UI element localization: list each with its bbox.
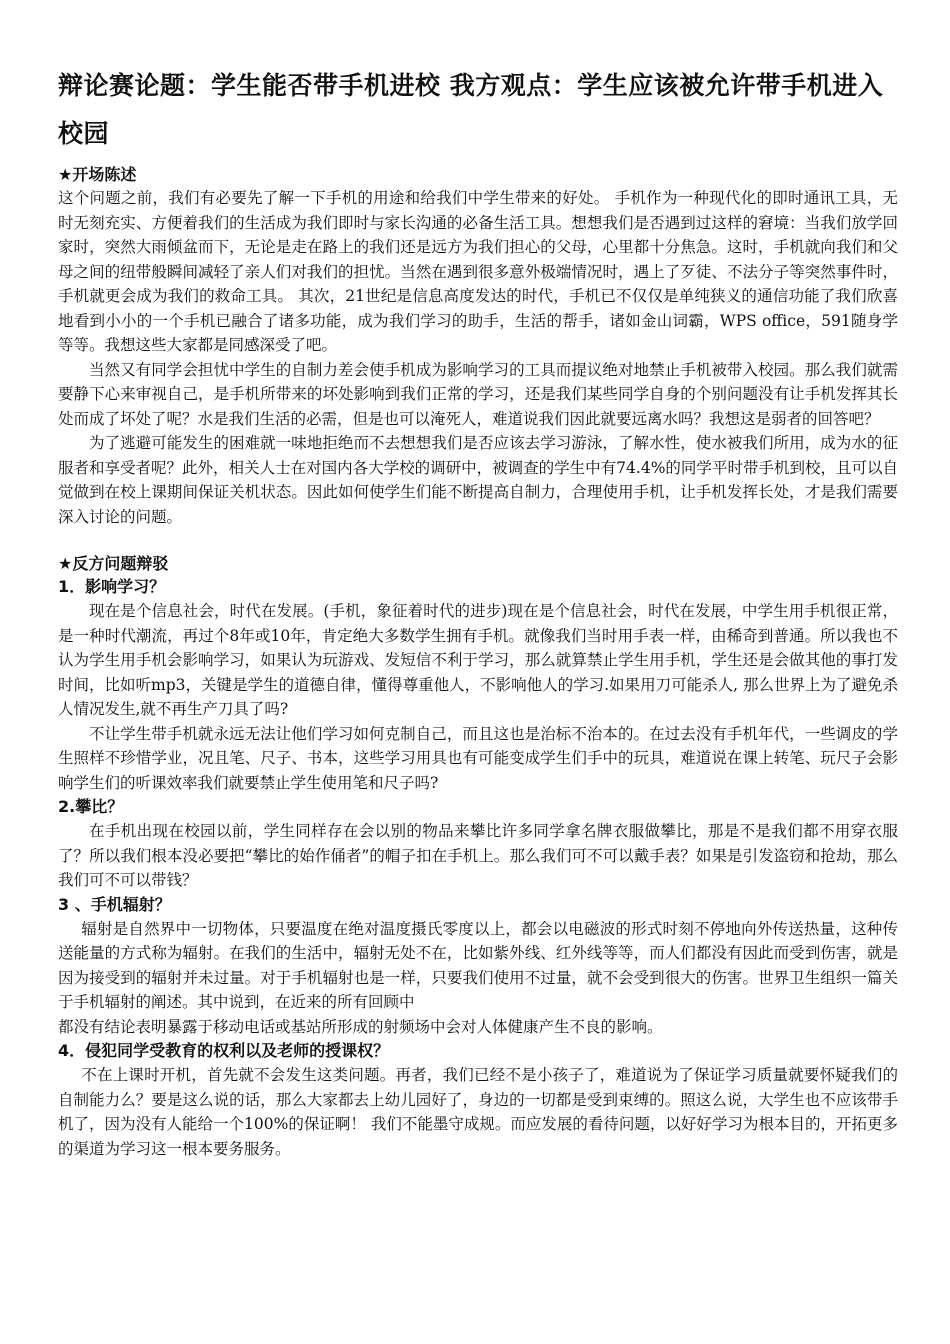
q3-paragraph-1: 辐射是自然界中一切物体，只要温度在绝对温度摄氏零度以上，都会以电磁波的形式时刻不停地向外传送热量，这种传送能量的方式称为辐射。在我们的生活中，辐射无处不在，比如紫外线、红外线等等，而人们都没有因此而受到伤害，就是因为接受到的辐射并未过量。对于手机辐射也是一样，只要我们使用不过量，就不会受到很大的伤害。世界卫生组织一篇关于手机辐射的阐述。其中说到，在近来的所有回顾中 — [58, 919, 898, 1011]
opening-paragraph-2: 当然又有同学会担忧中学生的自制力差会使手机成为影响学习的工具而提议绝对地禁止手机被带入校园。那么我们就需要静下心来审视自己，是手机所带来的坏处影响到我们正常的学习，还是我们某些同学自身的个别问题没有让手机发挥其长处而成了坏处了呢？水是我们生活的必需，但是也可以淹死人，难道说我们因此就要远离水吗？我想这是弱者的回答吧？ — [58, 360, 898, 428]
q3-heading: 3 、手机辐射？ — [58, 894, 171, 914]
q1-heading: 1．影响学习？ — [58, 577, 166, 596]
opening-heading: ★开场陈述 — [58, 165, 137, 184]
rebuttal-heading: ★反方问题辩驳 — [58, 554, 169, 573]
opening-paragraph-3: 为了逃避可能发生的困难就一味地拒绝而不去想想我们是否应该去学习游泳，了解水性，使水被我们所用，成为水的征服者和享受者呢？此外，相关人士在对国内各大学校的调研中，被调查的学生中有74.4%的同学平时带手机到校，且可以自觉做到在校上课期间保证关机状态。因此如何使学生们能不断提高自制力，合理使用手机，让手机发挥长处，才是我们需要深入讨论的问题。 — [58, 434, 898, 526]
q4-paragraph-1: 不在上课时开机，首先就不会发生这类问题。再者，我们已经不是小孩子了，难道说为了保证学习质量就要怀疑我们的自制能力么？要是这么说的话，那么大家都去上幼儿园好了，身边的一切都是受到束缚的。照这么说，大学生也不应该带手机了，因为没有人能给一个100%的保证啊！ 我们不能墨守成规。而应发展的看待问题，以好好学习为根本目的，开拓更多的渠道为学习这一根本要务服务。 — [58, 1066, 898, 1158]
document-title: 辩论赛论题：学生能否带手机进校 我方观点：学生应该被允许带手机进入校园 — [58, 71, 884, 148]
rebuttal-section — [58, 553, 898, 1161]
q2-heading: 2.攀比？ — [58, 797, 124, 816]
q1-paragraph-1: 现在是个信息社会，时代在发展。(手机，象征着时代的进步)现在是个信息社会，时代在发展，中学生用手机很正常，是一种时代潮流，再过个8年或10年，肯定绝大多数学生拥有手机。就像我们当时用手表一样，由稀奇到普通。所以我也不认为学生用手机会影响学习，如果认为玩游戏、发短信不利于学习，那么就算禁止学生用手机，学生还是会做其他的事打发时间，比如听mp3，关键是学生的道德自律，懂得尊重他人，不影响他人的学习.如果用刀可能杀人, 那么世界上为了避免杀人情况发生,就不再生产刀具了吗? — [58, 602, 898, 718]
section-spacer — [58, 529, 898, 553]
opening-paragraph-1: 这个问题之前，我们有必要先了解一下手机的用途和给我们中学生带来的好处。 手机作为一种现代化的即时通讯工具，无时无刻充实、方便着我们的生活成为我们即时与家长沟通的必备生活工具。想想我们是否遇到过这样的窘境：当我们放学回家时，突然大雨倾盆而下，无论是走在路上的我们还是远方为我们担心的父母，心里都十分焦急。这时，手机就向我们和父母之间的纽带般瞬间减轻了亲人们对我们的担忧。当然在遇到很多意外极端情况时，遇上了歹徒、不法分子等突然事件时，手机就更会成为我们的救命工具。 其次，21世纪是信息高度发达的时代，手机已不仅仅是单纯狭义的通信功能了我们欣喜地看到小小的一个手机已融合了诸多功能，成为我们学习的助手，生活的帮手，诸如金山词霸，WPS office，591随身学等等。我想这些大家都是同感深受了吧。 — [58, 189, 898, 354]
q1-paragraph-2: 不让学生带手机就永远无法让他们学习如何克制自己，而且这也是治标不治本的。在过去没有手机年代，一些调皮的学生照样不珍惜学业，况且笔、尺子、书本，这些学习用具也有可能变成学生们手中的玩具，难道说在课上转笔、玩尺子会影响学生们的听课效率我们就要禁止学生使用笔和尺子吗? — [58, 724, 898, 792]
q2-paragraph-1: 在手机出现在校园以前，学生同样存在会以别的物品来攀比许多同学拿名牌衣服做攀比，那是不是我们都不用穿衣服了？所以我们根本没必要把“攀比的始作俑者”的帽子扣在手机上。那么我们可不可以戴手表？如果是引发盗窃和抢劫，那么我们可不可以带钱？ — [58, 822, 898, 889]
opening-section — [58, 164, 898, 529]
q4-heading: 4．侵犯同学受教育的权利以及老师的授课权？ — [58, 1041, 390, 1060]
document-page — [58, 62, 898, 1161]
q3-paragraph-2: 都没有结论表明暴露于移动电话或基站所形成的射频场中会对人体健康产生不良的影响。 — [58, 1017, 663, 1036]
